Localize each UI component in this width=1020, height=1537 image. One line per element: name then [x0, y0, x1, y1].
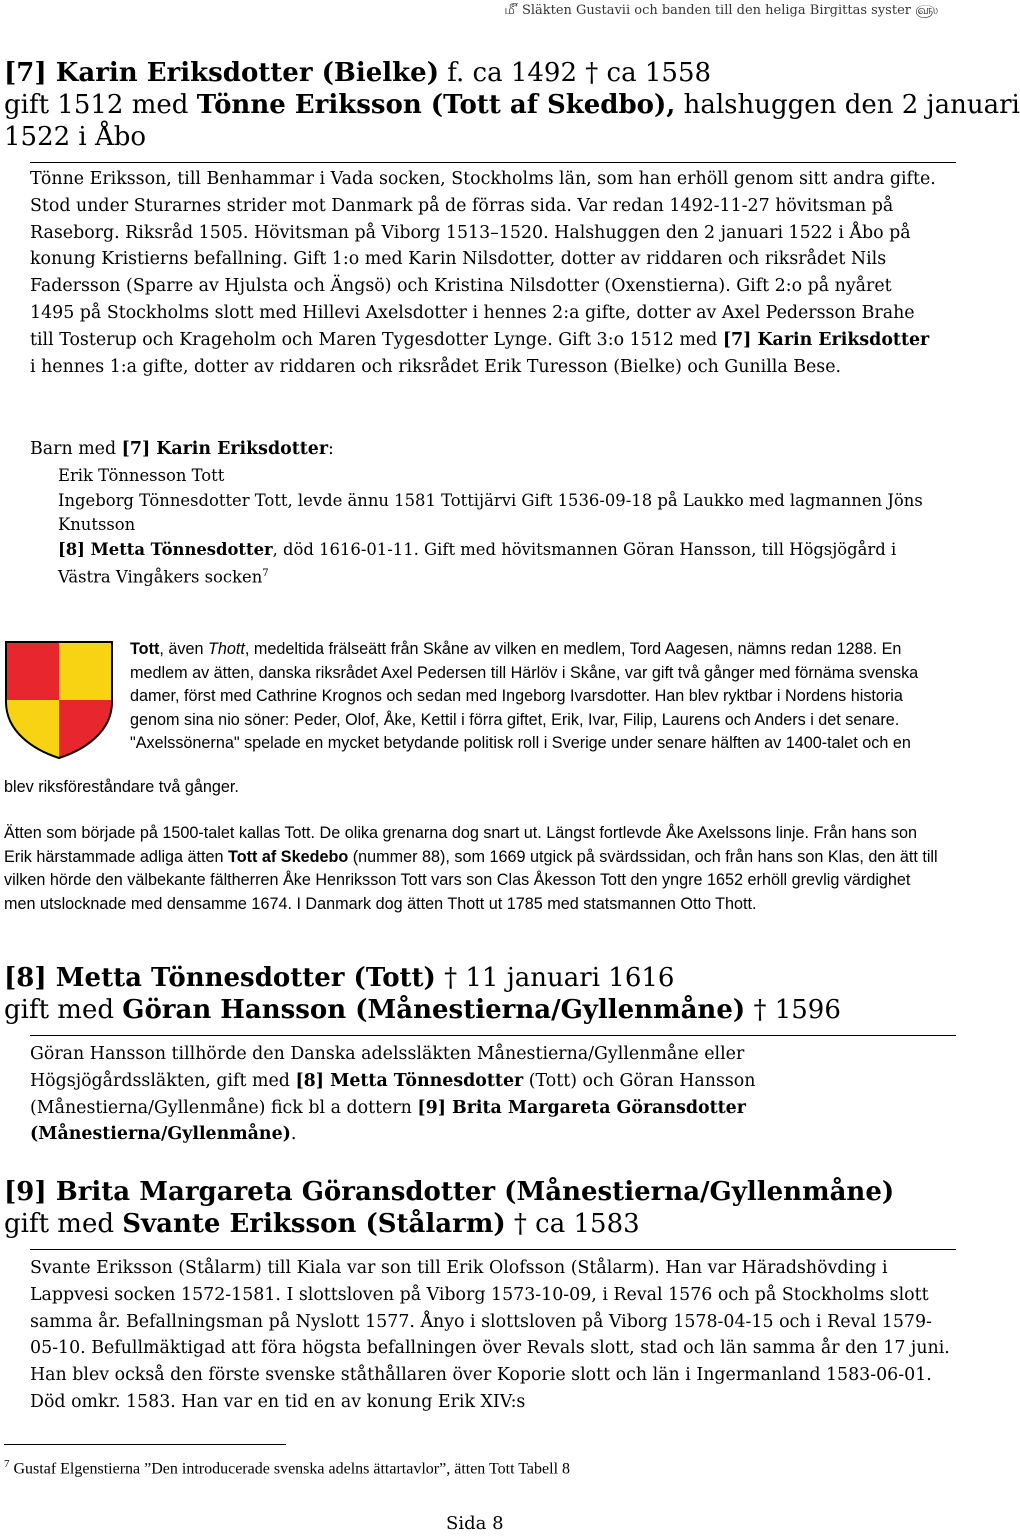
tott-p2-bold: Tott af Skedebo — [228, 847, 349, 866]
entry8-life: † 11 januari 1616 — [444, 963, 675, 993]
entry7-bio-text: Tönne Eriksson, till Benhammar i Vada socken, Stockholms län, som han erhöll genom sitt andra gifte. Stod under Sturarnes strider mot Danmark på de förras sida. Var redan 1492-11-27 hövitsman på Raseborg. Riksråd 1505. Hövitsman på Viborg 1513–1520. Halshuggen den 2 januari 1522 i Åbo på konung Kristierns befallning. Gift 1:o med Karin Nilsdotter, dotter av riddaren och riksrådet Nils Fadersson (Sparre av Hjulsta och Ängsö) och Kristina Nilsdotter (Oxenstierna). Gift 2:o på nyåret 1495 på Stockholms slott med Hillevi Axelsdotter i hennes 2:a gifte, dotter av Axel Pedersson Brahe till Tosterup och Krageholm och Maren Tygesdotter Lynge. Gift 3:o 1512 med — [30, 169, 936, 350]
entry8-bio-bold1: [8] Metta Tönnesdotter — [295, 1070, 524, 1091]
entry7-name: [7] Karin Eriksdotter (Bielke) — [4, 58, 440, 88]
divider — [30, 162, 956, 163]
entry8-bio-a: Göran Hansson tillhörde den Danska adelssläkten Månestierna/Gyllenmåne eller Högsjögårdssläkten, gift med — [30, 1044, 745, 1091]
footnote-text: Gustaf Elgenstierna ”Den introducerade svenska adelns ättartavlor”, ätten Tott Tabell 8 — [13, 1460, 571, 1478]
entry8-bio-bold2: [9] Brita Margareta Göransdotter (Månestierna/Gyllenmåne) — [30, 1097, 746, 1145]
page-number: Sida 8 — [446, 1513, 504, 1534]
entry7-marriage — [4, 89, 1020, 121]
footnote-separator — [4, 1444, 286, 1445]
divider — [30, 1249, 956, 1250]
entry9-heading — [4, 1176, 894, 1208]
footnote-number: 7 — [4, 1458, 10, 1470]
ornament-left-icon: ௴ — [504, 3, 518, 18]
child-item: Ingeborg Tönnesdotter Tott, levde ännu 1581 Tottijärvi Gift 1536-09-18 på Laukko med lagmannen Jöns Knutsson — [58, 490, 923, 534]
entry7-married-suffix: halshuggen den 2 januari — [683, 90, 1020, 120]
entry9-marriage — [4, 1208, 640, 1240]
entry7-heading — [4, 57, 711, 89]
tott-name: Tott — [130, 640, 160, 658]
tott-p2-b: (nummer 88), som 1669 utgick på svärdssidan, och från hans son Klas, den ätt till vilken hörde den välbekante fältherren Åke Henriksson Tott vars son Clas Åkesson Tott den yngre 1652 erhöll grevlig värdighet men utslocknade med densamme 1674. I Danmark dog ätten Thott ut 1785 med statsmannen Otto Thott. — [4, 847, 938, 913]
entry8-bio-b: (Tott) och Göran Hansson (Månestierna/Gyllenmåne) fick bl a dottern — [30, 1070, 756, 1118]
footnote — [4, 1458, 944, 1478]
entry8-marriage — [4, 994, 841, 1026]
entry7-spouse: Tönne Eriksson (Tott af Skedbo), — [196, 90, 676, 120]
entry9-name: [9] Brita Margareta Göransdotter (Månestierna/Gyllenmåne) — [4, 1177, 895, 1207]
entry8-married-prefix: gift med — [4, 995, 114, 1025]
header-title: Släkten Gustavii och banden till den heliga Birgittas syster — [521, 3, 911, 18]
entry7-bio — [30, 166, 938, 380]
children-list — [58, 464, 938, 590]
entry7-life: f. ca 1492 † ca 1558 — [447, 58, 712, 88]
entry7-marriage-line3: 1522 i Åbo — [4, 122, 147, 152]
children-label — [30, 436, 334, 463]
children-label-end: : — [328, 439, 334, 459]
entry8-heading — [4, 962, 674, 994]
child-item: Erik Tönnesson Tott — [58, 466, 225, 485]
tott-text-b: , medeltida frälseätt från Skåne av vilken en medlem, Tord Aagesen, nämns redan 1288. En medlem av ätten, danska riksrådet Axel Pedersen till Härlöv i Skåne, var gift två gånger med förnäma svenska damer, först med Cathrine Krognos och sedan med Ingeborg Ivarsdotter. Han blev ryktbar i Nordens historia genom sina nio söner: Peder, Olof, Åke, Kettil i förra giftet, Erik, Ivar, Filip, Laurens och Anders i det senare. "Axelssönerna" spelade en mycket betydande politisk roll i Sverige under senare hälften av 1400-talet och en — [130, 640, 919, 752]
tott-note-p2 — [4, 822, 944, 916]
entry7-married-prefix: gift 1512 med — [4, 90, 189, 120]
entry8-spouse: Göran Hansson (Månestierna/Gyllenmåne) — [122, 995, 746, 1025]
ornament-right-icon: ௵ — [915, 3, 938, 18]
entry7-bio-bold: [7] Karin Eriksdotter — [722, 329, 930, 350]
entry8-bio — [30, 1041, 830, 1148]
entry8-bio-c: . — [290, 1124, 297, 1145]
children-label-bold: [7] Karin Eriksdotter — [121, 439, 329, 459]
entry9-spouse-life: † ca 1583 — [513, 1209, 640, 1239]
footnote-ref: 7 — [262, 568, 269, 579]
entry9-married-prefix: gift med — [4, 1209, 114, 1239]
tott-note-p1 — [130, 638, 942, 756]
running-header — [504, 3, 938, 19]
child-rest: , död 1616-01-11. Gift med hövitsmannen Göran Hansson, till Högsjögård i Västra Vingåkers socken — [58, 539, 897, 587]
tott-italic: Thott — [207, 640, 245, 658]
children-label-text: Barn med — [30, 439, 122, 459]
entry7-bio-text2: i hennes 1:a gifte, dotter av riddaren och riksrådet Erik Turesson (Bielke) och Gunilla Bese. — [30, 356, 842, 377]
tott-note-p1-end: blev riksföreståndare två gånger. — [4, 778, 239, 796]
entry8-name: [8] Metta Tönnesdotter (Tott) — [4, 963, 436, 993]
divider — [30, 1035, 956, 1036]
entry9-bio: Svante Eriksson (Stålarm) till Kiala var son till Erik Olofsson (Stålarm). Han var Häradshövding i Lappvesi socken 1572-1581. I slottsloven på Viborg 1573-10-09, i Reval 1576 och på Stockholms slott samma år. Befallningsman på Nyslott 1577. Ånyo i slottsloven på Viborg 1578-04-15 och i Reval 1579- 05-10. Befullmäktigad att föra högsta befallningen över Revals slott, stad och län samma år den 17 juni. Han blev också den förste svenske ståthållaren över Koporie slott och län i Ingermanland 1583-06-01. Död omkr. 1583. Han var en tid en av konung Erik XIV:s — [30, 1258, 950, 1412]
child-item — [58, 538, 938, 590]
child-bold: [8] Metta Tönnesdotter — [58, 539, 273, 559]
entry9-spouse: Svante Eriksson (Stålarm) — [122, 1209, 506, 1239]
tott-p2-a: Ätten som började på 1500-talet kallas Tott. De olika grenarna dog snart ut. Längst fortlevde Åke Axelssons linje. Från hans son Erik härstammade adliga ätten — [4, 824, 918, 866]
tott-text-a: , även — [159, 640, 208, 658]
entry8-spouse-life: † 1596 — [753, 995, 841, 1025]
coat-of-arms-icon — [4, 640, 114, 760]
